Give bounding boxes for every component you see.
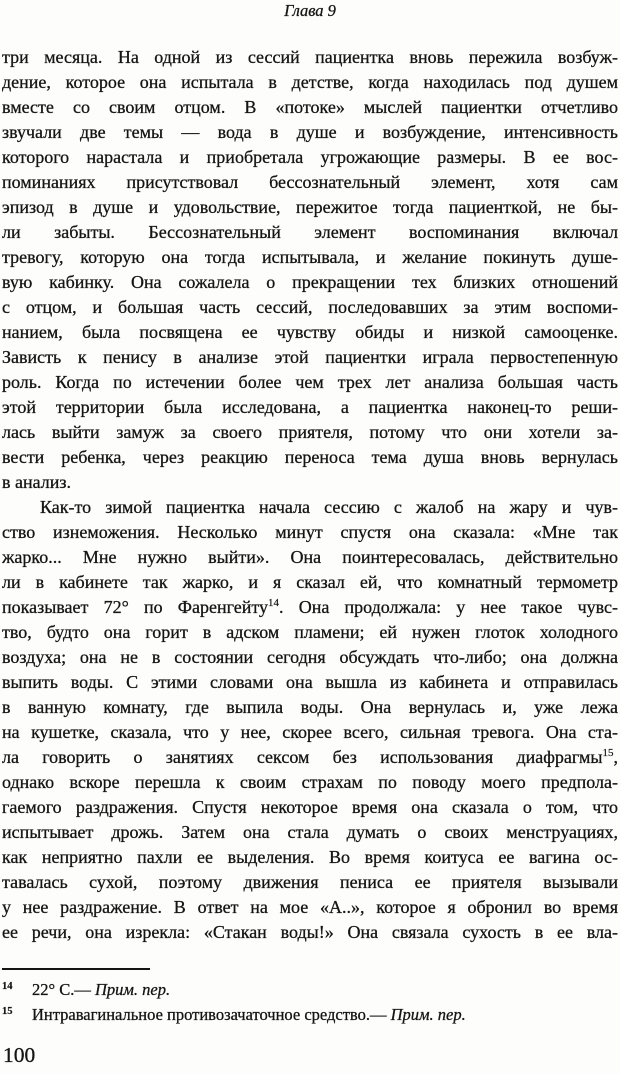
text-line: вести ребенка, через реакцию переноса тема душа вновь вернулась bbox=[2, 447, 618, 467]
text-line: которого нарастала и приобретала угрожающие размеры. В ее вос- bbox=[2, 147, 618, 167]
text-segment: , bbox=[613, 747, 618, 767]
footnote-text: 22° C.— bbox=[32, 980, 95, 999]
text-line: однако вскоре перешла к своим страхам по поводу моего предпола- bbox=[2, 772, 618, 792]
text-line: поминаниях присутствовал бессознательный элемент, хотя сам bbox=[2, 172, 618, 192]
text-line: эпизод в душе и удовольствие, пережитое тогда пациенткой, не бы- bbox=[2, 197, 618, 217]
text-line: у нее раздражение. В ответ на мое «А..», которое я обронил во время bbox=[2, 897, 618, 917]
text-line: три месяца. На одной из сессий пациентка вновь пережила возбуж- bbox=[2, 47, 618, 67]
text-line: как неприятно пахли ее выделения. Во время коитуса ее вагина ос- bbox=[2, 847, 618, 867]
text-line: жарко... Мне нужно выйти». Она поинтересовалась, действительно bbox=[2, 547, 618, 567]
footnote-attribution: Прим. пер. bbox=[94, 980, 171, 999]
footnote-ref-14: 14 bbox=[268, 597, 280, 609]
text-line: тревогу, которую она тогда испытывала, и желание покинуть душе- bbox=[2, 247, 618, 267]
text-line: нанием, была посвящена ее чувству обиды и низкой самооценке. bbox=[2, 322, 618, 342]
text-line: тво, будто она горит в адском пламени; ей нужен глоток холодного bbox=[2, 622, 618, 642]
text-line: этой территории была исследована, а пациентка наконец-то реши- bbox=[2, 397, 618, 417]
text-line: Зависть к пенису в анализе этой пациентки играла первостепенную bbox=[2, 347, 618, 367]
text-line: воздуха; она не в состоянии сегодня обсуждать что-либо; она должна bbox=[2, 647, 618, 667]
text-line bbox=[2, 745, 618, 770]
text-line: Как-то зимой пациентка начала сессию с жалоб на жару и чув- bbox=[40, 497, 618, 517]
footnote-text: Интравагинальное противозачаточное средство.— bbox=[32, 1005, 391, 1024]
text-line: ее речи, она изрекла: «Стакан воды!» Она связала сухость в ее вла- bbox=[2, 922, 618, 942]
text-segment: . Она продолжала: у нее такое чувс- bbox=[279, 597, 618, 617]
page-number: 100 bbox=[3, 1043, 36, 1067]
footnote-separator bbox=[2, 968, 150, 970]
text-line: в анализ. bbox=[2, 472, 71, 492]
text-line: вую кабинку. Она сожалела о прекращении тех близких отношений bbox=[2, 272, 618, 292]
text-line: ли в кабинете так жарко, и я сказал ей, что комнатный термометр bbox=[2, 572, 618, 592]
footnote-attribution: Прим. пер. bbox=[390, 1005, 466, 1024]
text-line: испытывает дрожь. Затем она стала думать о своих менструациях, bbox=[2, 822, 618, 842]
text-line: на кушетке, сказала, что у нее, скорее всего, сильная тревога. Она ста- bbox=[2, 722, 618, 742]
footnote-marker: 15 bbox=[2, 1006, 13, 1017]
text-line: ство изнеможения. Несколько минут спустя она сказала: «Мне так bbox=[2, 522, 618, 542]
text-line: в ванную комнату, где выпила воды. Она вернулась и, уже лежа bbox=[2, 697, 618, 717]
footnote-marker: 14 bbox=[2, 981, 13, 992]
text-segment: показывает 72° по Фаренгейту bbox=[2, 597, 269, 617]
chapter-header: Глава 9 bbox=[284, 1, 336, 20]
text-line: звучали две темы — вода в душе и возбуждение, интенсивность bbox=[2, 122, 618, 142]
text-line: роль. Когда по истечении более чем трех лет анализа большая часть bbox=[2, 372, 618, 392]
text-line: с отцом, и большая часть сессий, последовавших за этим воспоми- bbox=[2, 297, 618, 317]
text-line: лась выйти замуж за своего приятеля, потому что они хотели за- bbox=[2, 422, 618, 442]
text-line: гаемого раздражения. Спустя некоторое время она сказала о том, что bbox=[2, 797, 618, 817]
text-line bbox=[2, 595, 618, 620]
footnote-ref-15: 15 bbox=[602, 747, 614, 759]
footnotes bbox=[2, 974, 618, 1024]
footnote-15 bbox=[2, 999, 618, 1024]
footnote-14 bbox=[2, 974, 618, 999]
text-line: выпить воды. С этими словами она вышла из кабинета и отправилась bbox=[2, 672, 618, 692]
text-line: дение, которое она испытала в детстве, когда находилась под душем bbox=[2, 72, 618, 92]
text-line: вместе со своим отцом. В «потоке» мыслей пациентки отчетливо bbox=[2, 97, 618, 117]
text-line: тавалась сухой, поэтому движения пениса ее приятеля вызывали bbox=[2, 872, 618, 892]
text-segment: ла говорить о занятиях сексом без использования диафрагмы bbox=[2, 747, 603, 767]
body-text bbox=[2, 45, 618, 945]
text-line: ли забыты. Бессознательный элемент воспоминания включал bbox=[2, 222, 618, 242]
